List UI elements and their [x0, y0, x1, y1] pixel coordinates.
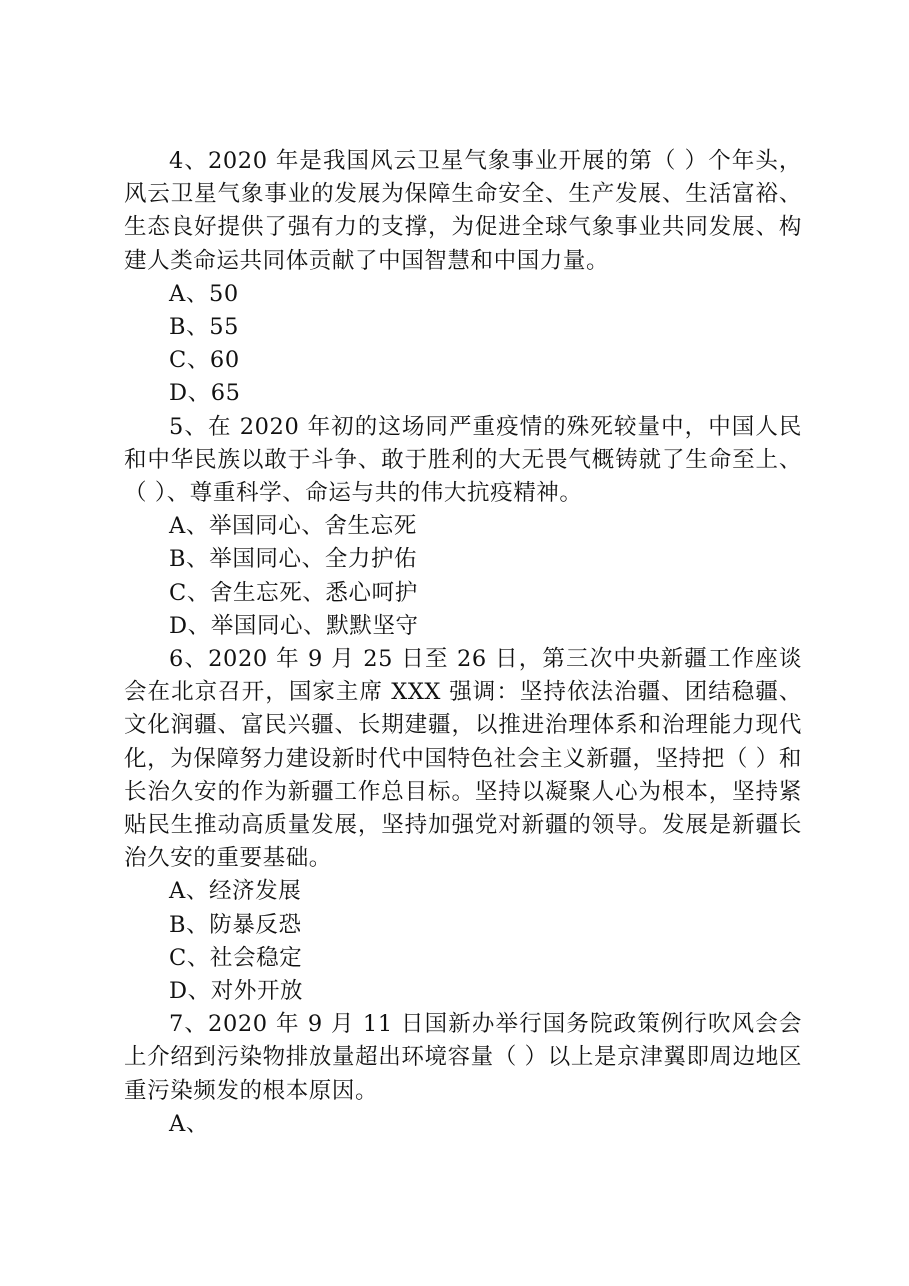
question-4-option-a: A、50	[169, 280, 239, 307]
question-6-text: 6、2020 年 9 月 25 日至 26 日，第三次中央新疆工作座谈会在北京召开，国家主席 XXX 强调：坚持依法治疆、团结稳疆、文化润疆、富民兴疆、长期建疆，以推进治理体系和治理能力现代化，为保障努力建设新时代中国特色社会主义新疆，坚持把（ ）和长治久安的作为新疆工作总目标。坚持以凝聚人心为根本，坚持紧贴民生推动高质量发展，坚持加强党对新疆的领导。发展是新疆长治久安的重要基础。	[124, 646, 802, 872]
question-6-option-c: C、社会稳定	[169, 944, 303, 971]
question-5-option-a: A、举国同心、舍生忘死	[169, 513, 417, 540]
question-5-option-b: B、举国同心、全力护佑	[169, 546, 418, 573]
question-4-option-b: B、55	[169, 314, 240, 341]
question-7-option-a: A、	[169, 1110, 209, 1137]
question-5-option-c: C、舍生忘死、悉心呵护	[169, 579, 418, 606]
question-7-text: 7、2020 年 9 月 11 日国新办举行国务院政策例行吹风会会上介绍到污染物排放量超出环境容量（ ）以上是京津翼即周边地区重污染频发的根本原因。	[124, 1011, 802, 1104]
question-4-option-c: C、60	[169, 347, 240, 374]
document-page	[124, 145, 802, 1141]
question-6-option-b: B、防暴反恐	[169, 911, 302, 938]
question-4-option-d: D、65	[169, 380, 241, 407]
question-6-option-d: D、对外开放	[169, 978, 304, 1005]
question-4-text: 4、2020 年是我国风云卫星气象事业开展的第（ ）个年头，风云卫星气象事业的发展为保障生命安全、生产发展、生活富裕、生态良好提供了强有力的支撑，为促进全球气象事业共同发展、构建人类命运共同体贡献了中国智慧和中国力量。	[124, 148, 802, 274]
question-5-option-d: D、举国同心、默默坚守	[169, 612, 419, 639]
question-6-option-a: A、经济发展	[169, 878, 302, 905]
question-5-text: 5、在 2020 年初的这场同严重疫情的殊死较量中，中国人民和中华民族以敢于斗争、敢于胜利的大无畏气概铸就了生命至上、（ ）、尊重科学、命运与共的伟大抗疫精神。	[124, 413, 802, 507]
